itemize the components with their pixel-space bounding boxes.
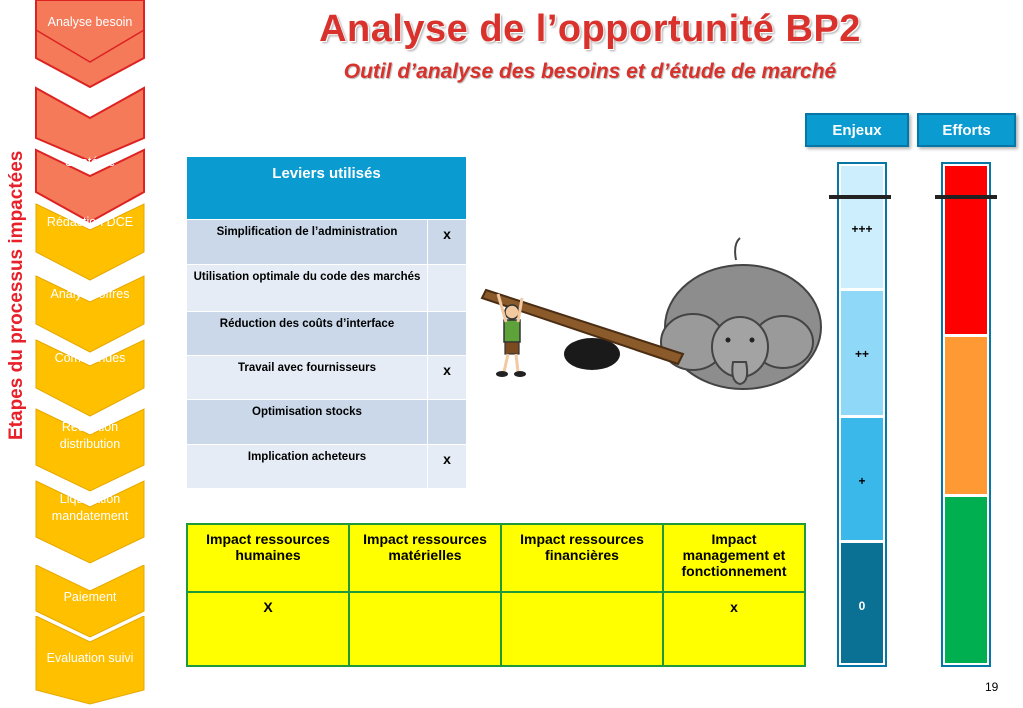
levers-table [186,156,467,489]
lever-mark: x [428,220,467,265]
elephant-icon [661,238,821,389]
lever-elephant-illustration [478,232,828,402]
table-row [187,312,467,356]
enjeux-level-label: +++ [851,222,873,236]
efforts-marker [935,195,997,199]
step-label: Paiement [63,590,117,604]
man-icon [496,294,526,377]
impact-value-materielles [349,592,501,666]
enjeux-level-label: 0 [858,599,866,613]
levers-header-row [187,157,467,220]
impact-header-row [187,524,805,592]
enjeux-level-low [841,418,883,540]
levers-header: Leviers utilisés [187,157,467,220]
process-axis-label: Etapes du processus impactées [6,150,27,440]
lever-mark [428,312,467,356]
enjeux-level-high [841,166,883,288]
lever-mark: x [428,356,467,400]
lever-label: Utilisation optimale du code des marchés [187,265,428,312]
table-row [187,220,467,265]
impact-table [186,523,806,667]
lever-label: Implication acheteurs [187,445,428,489]
lever-label: Travail avec fournisseurs [187,356,428,400]
page-title: Analyse de l’opportunité BP2 [319,8,861,50]
table-row [187,400,467,445]
table-row [187,445,467,489]
efforts-level-high [945,166,987,334]
impact-header-management: Impact management et fonctionnement [663,524,805,592]
impact-value-financieres [501,592,663,666]
enjeux-marker [829,195,891,199]
fulcrum-rock-icon [564,338,620,370]
impact-header-rh: Impact ressources humaines [187,524,349,592]
table-row [187,356,467,400]
step-evaluation-suivi[interactable] [35,616,145,706]
enjeux-level-label: + [858,474,866,488]
efforts-header: Efforts [917,113,1016,147]
step-label: Stratégie [64,155,116,169]
step-liquidation-mandatement[interactable] [35,477,145,565]
lever-mark [428,400,467,445]
step-label: Rédaction DCE [46,215,134,229]
step-label: Liquidation mandatement [51,492,129,523]
step-label: Commandes [54,351,126,365]
impact-values-row [187,592,805,666]
step-label: Réception distribution [59,420,121,451]
step-label: Analyse offres [50,287,130,301]
efforts-scale [941,162,991,667]
step-label: Evaluation suivi [46,651,134,665]
step-label: Analyse besoin [47,15,133,29]
impact-header-financieres: Impact ressources financières [501,524,663,592]
page-number: 19 [985,680,999,694]
lever-label: Optimisation stocks [187,400,428,445]
lever-mark: x [428,445,467,489]
enjeux-scale [837,162,887,667]
enjeux-level-label: ++ [854,347,869,361]
lever-mark [428,265,467,312]
step-label: Sourcing [65,89,115,103]
impact-header-materielles: Impact ressources matérielles [349,524,501,592]
page-subtitle: Outil d’analyse des besoins et d’étude de marché [343,60,837,83]
enjeux-header: Enjeux [805,113,909,147]
lever-label: Réduction des coûts d’interface [187,312,428,356]
enjeux-level-zero [841,543,883,663]
lever-label: Simplification de l’administration [187,220,428,265]
efforts-level-low [945,497,987,663]
impact-value-management: x [663,592,805,666]
impact-value-rh: X [187,592,349,666]
efforts-level-medium [945,337,987,494]
enjeux-level-medium [841,291,883,415]
table-row [187,265,467,312]
